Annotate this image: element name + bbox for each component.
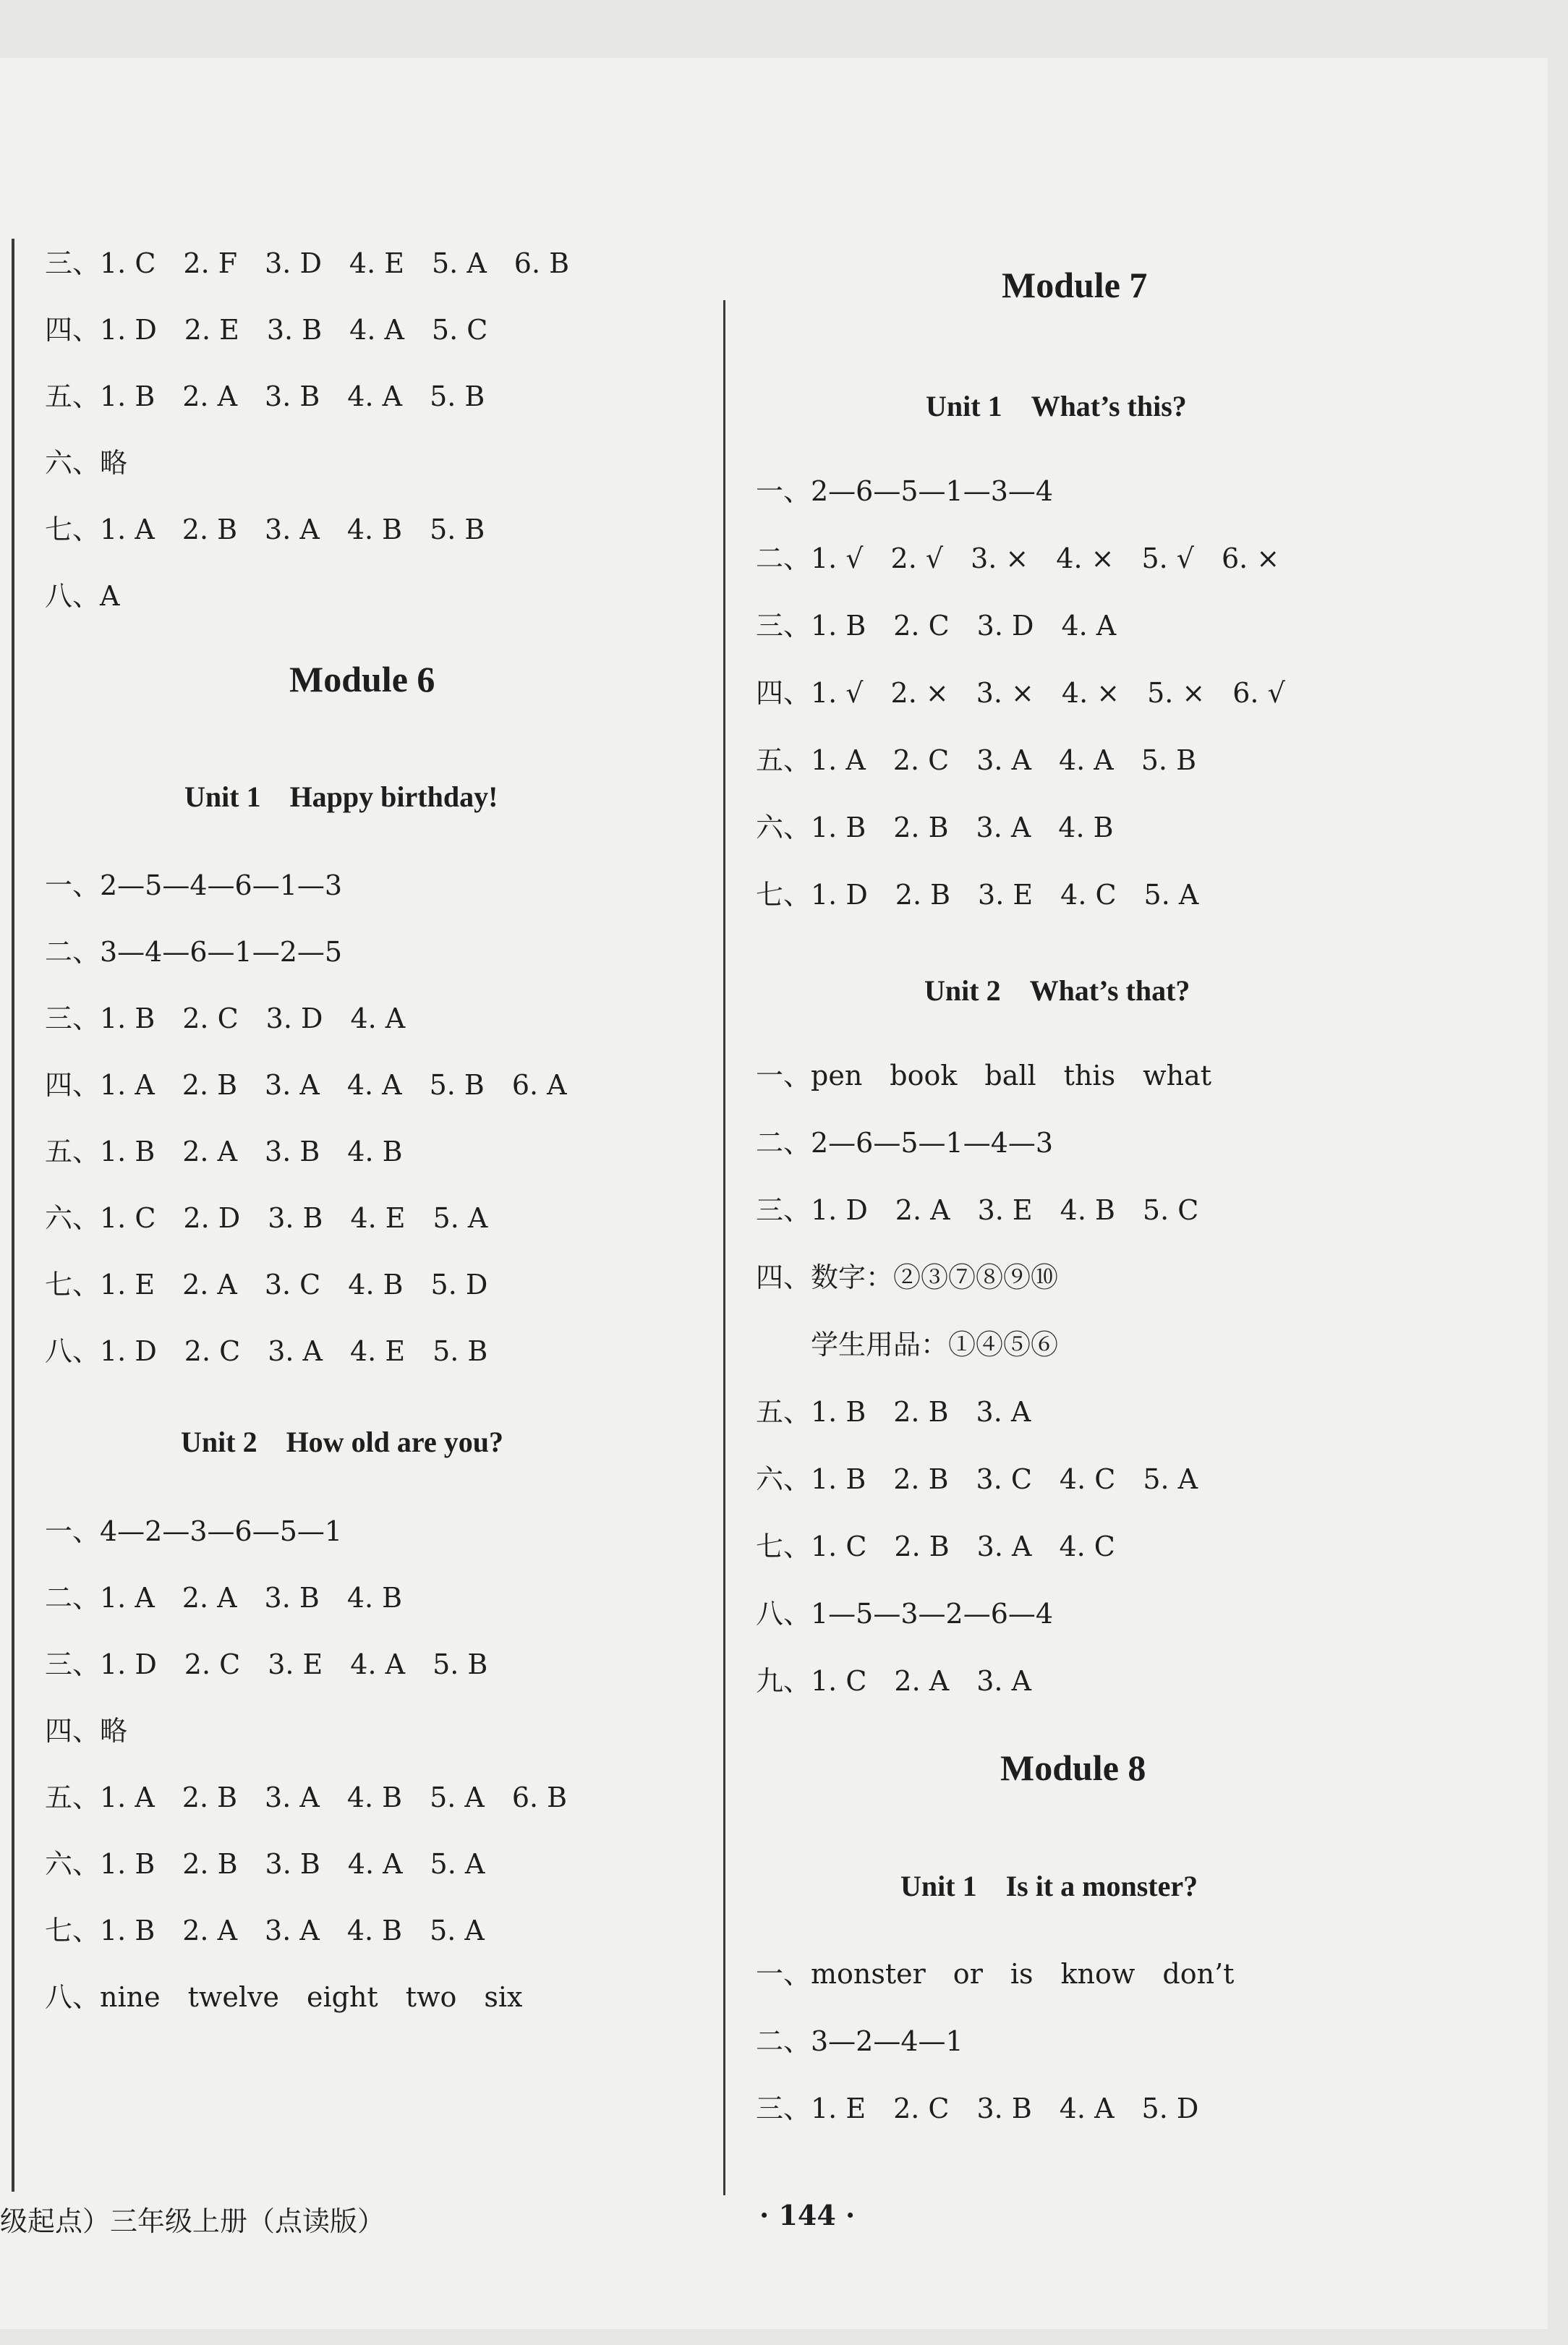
answer-line: 六、1. B 2. B 3. C 4. C 5. A [756, 1463, 1198, 1495]
answer-line: 八、1—5—3—2—6—4 [756, 1598, 1054, 1630]
answer-line: 一、2—5—4—6—1—3 [45, 869, 343, 901]
answer-line: 五、1. B 2. A 3. B 4. B [45, 1136, 403, 1167]
answer-line: 二、1. √ 2. √ 3. × 4. × 5. √ 6. × [756, 542, 1280, 574]
answer-key-page [0, 58, 1548, 2329]
column-divider [723, 300, 725, 2195]
answer-line: 六、略 [45, 447, 128, 479]
answer-line: 三、1. B 2. C 3. D 4. A [45, 1003, 406, 1034]
answer-line: 一、2—6—5—1—3—4 [756, 475, 1054, 507]
answer-line: 一、4—2—3—6—5—1 [45, 1515, 343, 1547]
answer-line: 二、3—2—4—1 [756, 2025, 963, 2057]
module-8-heading: Module 8 [1000, 1748, 1146, 1788]
module-6-unit-2-heading: Unit 2 How old are you? [181, 1426, 503, 1458]
answer-line: 三、1. C 2. F 3. D 4. E 5. A 6. B [45, 247, 570, 279]
answer-line: 四、1. A 2. B 3. A 4. A 5. B 6. A [45, 1069, 567, 1101]
answer-line: 八、A [45, 580, 120, 612]
answer-line: 七、1. D 2. B 3. E 4. C 5. A [756, 879, 1199, 911]
answer-line: 六、1. B 2. B 3. B 4. A 5. A [45, 1848, 485, 1880]
answer-line: 七、1. E 2. A 3. C 4. B 5. D [45, 1269, 488, 1301]
answer-line: 一、pen book ball this what [756, 1060, 1212, 1091]
module-8-unit-1-heading: Unit 1 Is it a monster? [900, 1870, 1198, 1902]
answer-line: 五、1. A 2. B 3. A 4. B 5. A 6. B [45, 1782, 568, 1813]
answer-line: 七、1. C 2. B 3. A 4. C [756, 1531, 1115, 1562]
answer-line: 五、1. B 2. A 3. B 4. A 5. B [45, 380, 485, 412]
answer-line: 五、1. B 2. B 3. A [756, 1396, 1031, 1428]
answer-line: 八、nine twelve eight two six [45, 1981, 523, 2013]
module-7-unit-1-heading: Unit 1 What’s this? [926, 390, 1187, 422]
answer-line: 一、monster or is know don’t [756, 1958, 1235, 1990]
left-margin-rule [12, 239, 14, 2192]
answer-line: 二、1. A 2. A 3. B 4. B [45, 1582, 403, 1614]
module-7-unit-2-heading: Unit 2 What’s that? [924, 974, 1190, 1007]
answer-line: 五、1. A 2. C 3. A 4. A 5. B [756, 744, 1197, 776]
book-title-footer: 级起点）三年级上册（点读版） [0, 2205, 385, 2237]
answer-line: 七、1. A 2. B 3. A 4. B 5. B [45, 514, 485, 545]
answer-line: 六、1. C 2. D 3. B 4. E 5. A [45, 1202, 488, 1234]
page-number: · 144 · [759, 2199, 856, 2231]
answer-line: 四、数字：②③⑦⑧⑨⑩ [756, 1261, 1059, 1293]
answer-line: 六、1. B 2. B 3. A 4. B [756, 812, 1114, 843]
answer-line: 三、1. D 2. C 3. E 4. A 5. B [45, 1648, 488, 1680]
answer-line: 学生用品：①④⑤⑥ [756, 1329, 1059, 1361]
module-6-unit-1-heading: Unit 1 Happy birthday! [184, 780, 498, 813]
answer-line: 七、1. B 2. A 3. A 4. B 5. A [45, 1915, 485, 1946]
answer-line: 二、3—4—6—1—2—5 [45, 936, 343, 968]
answer-line: 三、1. E 2. C 3. B 4. A 5. D [756, 2093, 1199, 2124]
module-7-heading: Module 7 [1002, 265, 1148, 305]
answer-line: 三、1. B 2. C 3. D 4. A [756, 610, 1117, 642]
answer-line: 四、1. D 2. E 3. B 4. A 5. C [45, 314, 488, 346]
answer-line: 四、1. √ 2. × 3. × 4. × 5. × 6. √ [756, 677, 1285, 709]
answer-line: 三、1. D 2. A 3. E 4. B 5. C [756, 1194, 1199, 1226]
answer-line: 八、1. D 2. C 3. A 4. E 5. B [45, 1335, 488, 1367]
module-6-heading: Module 6 [289, 659, 435, 699]
answer-line: 四、略 [45, 1715, 128, 1747]
answer-line: 二、2—6—5—1—4—3 [756, 1127, 1054, 1159]
answer-line: 九、1. C 2. A 3. A [756, 1665, 1031, 1697]
